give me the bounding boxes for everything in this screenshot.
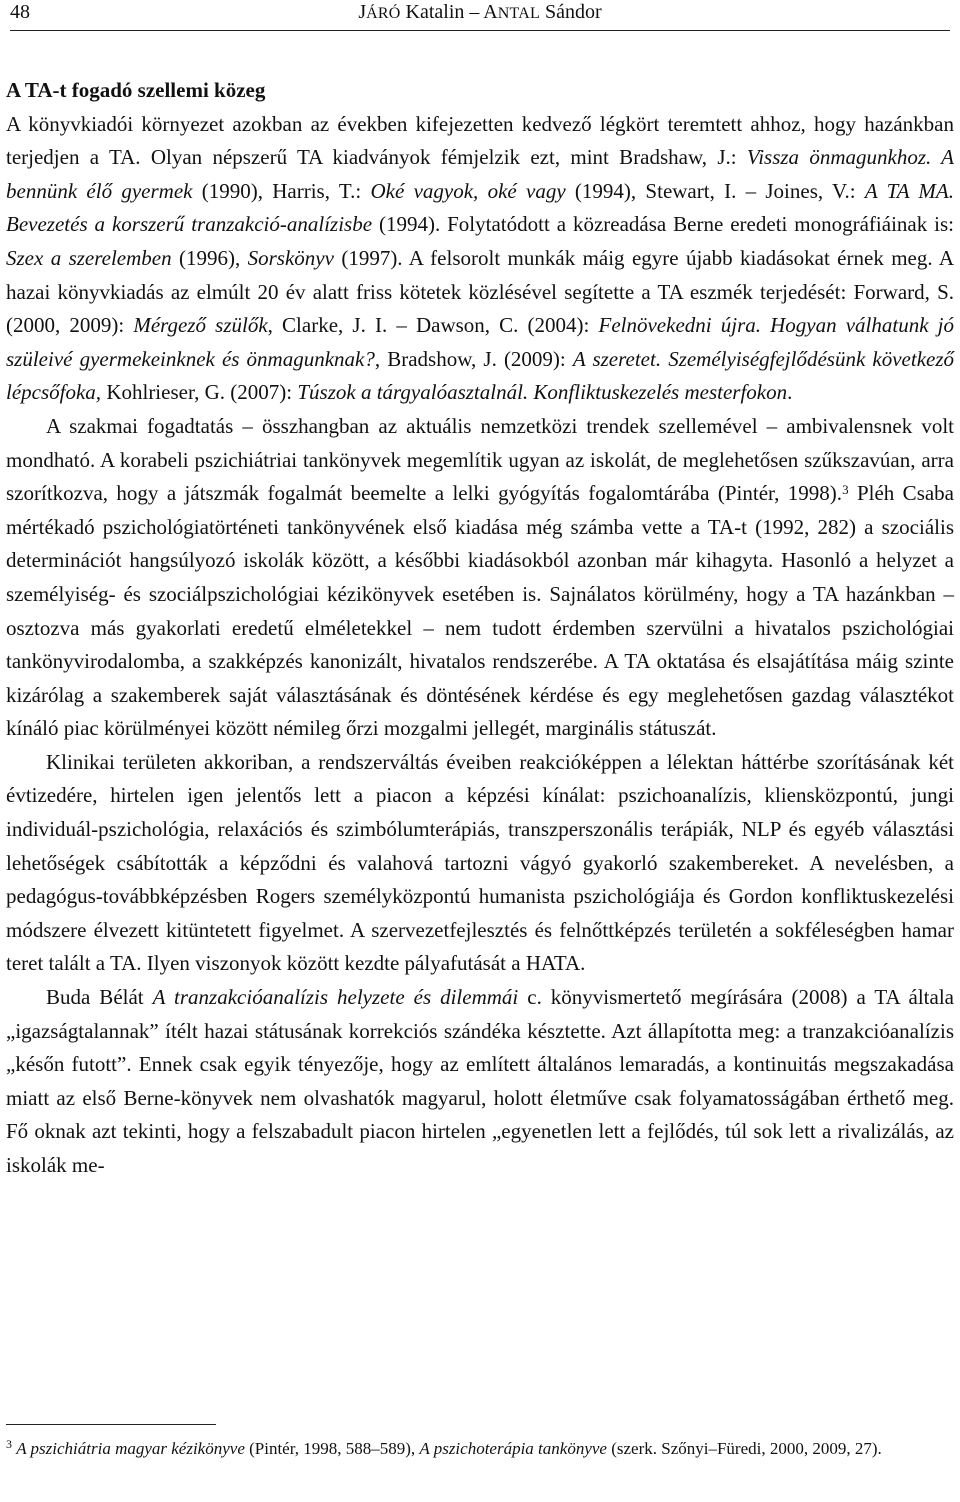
main-text xyxy=(6,74,954,1183)
p4-title-buda: A tranzakcióanalízis helyzete és dilemmái xyxy=(152,985,519,1010)
p1-text-o: , Bradshow, J. (2009): xyxy=(374,346,573,371)
p1-text-c: (1990), Harris, T.: xyxy=(192,178,371,203)
p1-title-mergezo: Mérgező szülők xyxy=(133,313,268,338)
author1-initial: J xyxy=(358,1,367,23)
paragraph-3: Klinikai területen akkoriban, a rendszerváltás éveiben reakcióképpen a lélektan háttérbe szorításának két évtizedére, hirtelen igen jelentős lett a piacon a képzési kínálat: pszichoanalízis, kliensközpontú, jungi individuál-pszichológia, relaxációs és szimbólumterápiás, transzperszonális terápiák, NLP és egyéb választási lehetőségek csábították a képződni és valahová tartozni vágyó gyakorló szakembereket. A nevelésben, a pedagógus-továbbképzésben Rogers személyközpontú humanista pszichológiája és Gordon konfliktuskezelési módszere élvezett kitüntetett figyelmet. A szervezetfejlesztés és felnőttképzés területén a sokféleségben hamar teret talált a TA. Ilyen viszonyok között kezdte pályafutását a HATA. xyxy=(6,749,954,976)
footnote-reference[interactable]: 3 xyxy=(842,481,849,497)
p1-text-q: Kohlrieser, G. (2007): xyxy=(101,380,298,405)
p1-title-oke: Oké vagyok, oké vagy xyxy=(370,178,566,203)
p4-text-c: c. könyvismertető megírására (2008) a TA általa „igazságtalannak” ítélt hazai státusának korrekciós szándéka késztette. Azt állapította meg: a tranzakcióanalízis „későn futott”. Ennek csak egyik tényezője, hogy az említett általános lemaradás, a kontinuitás megszakadása miatt az első Berne-könyvek nem olvashatók magyarul, holott életműve csak folyamatosságában érthető meg. Fő oknak azt tekinti, hogy a felszabadult piacon hirtelen „egyenetlen lett a fejlődés, túl sok lett a rivalizálás, az iskolák me- xyxy=(6,985,954,1177)
author1-given-and-author2-initial: Katalin – A xyxy=(405,1,498,23)
footnote-title-1: A pszichiátria magyar kézikönyve xyxy=(16,1439,245,1458)
footnote-text-b: (Pintér, 1998, 588–589), xyxy=(244,1439,420,1458)
p1-text-k: (1997). A felsorolt munkák máig egyre újabb kiadásokat érnek meg. A hazai könyvkiadás az elmúlt 20 év alatt friss kötetek közlésével segítette a TA eszmék terjedését: Forward, S. (2000, 2009): xyxy=(6,245,954,338)
author2-given: Sándor xyxy=(544,1,602,23)
p1-text-i: (1996), xyxy=(171,245,248,270)
footnote-marker: 3 xyxy=(6,1437,12,1452)
section-heading: A TA-t fogadó szellemi közeg xyxy=(6,78,266,102)
p1-title-tuszok: Túszok a tárgyalóasztalnál. Konfliktuskezelés mesterfokon xyxy=(297,380,788,405)
p1-text-a: A könyvkiadói környezet azokban az években kifejezetten kedvező légkört teremtett ahhoz, hogy hazánkban terjedjen a TA. Olyan népszerű TA kiadványok fémjelzik ezt, mint Bradshaw, J.: xyxy=(6,111,954,170)
p1-title-szex: Szex a szerelemben xyxy=(6,245,172,270)
p1-text-s: . xyxy=(787,380,793,405)
p1-text-g: (1994). Folytatódott a közreadása Berne eredeti monográfiáinak is: xyxy=(372,212,955,237)
p1-text-e: (1994), Stewart, I. – Joines, V.: xyxy=(565,178,865,203)
author1-surname-rest: ÁRÓ xyxy=(366,5,401,22)
footnote-text-d: (szerk. Szőnyi–Füredi, 2000, 2009, 27). xyxy=(606,1439,882,1458)
p4-text-a: Buda Bélát xyxy=(46,985,153,1010)
author2-surname-rest: NTAL xyxy=(497,5,540,22)
paragraph-1 xyxy=(6,108,954,410)
footnote-rule xyxy=(6,1424,216,1425)
p1-title-felnovekedni: Felnövekedni újra. Hogyan válhatunk jó szüleivé gyermekeinknek és önmagunknak? xyxy=(6,313,955,371)
p1-title-tama: A TA MA. Bevezetés a korszerű tranzakció-analízisbe xyxy=(6,178,954,237)
p1-title-vissza: Vissza önmagunkhoz. A bennünk élő gyermek xyxy=(6,145,954,203)
p2-text-b: Pléh Csaba mértékadó pszichológiatörténeti tankönyvének első kiadása még számba vette a TA-t (1992, 282) a szociális determinációt hangsúlyozó iskolák között, a későbbi kiadásokból azonban már kihagyta. Hasonló a helyzet a személyiség- és szociálpszichológiai kézikönyvek esetében is. Sajnálatos körülmény, hogy a TA hazánkban – osztozva más gyakorlati eredetű elméletekkel – nem tudott érdemben szervülni a hivatalos pszichológiai tankönyvirodalomba, a szakképzés kanonizált, hivatalos rendszerébe. A TA oktatása és elsajátítása máig szinte kizárólag a szakemberek saját választásának és döntésének kérdése és egy meglehetősen gazdag választékot kínáló piac körülményei között némileg őrzi mozgalmi jellegét, marginális státuszát. xyxy=(6,481,955,741)
paragraph-2 xyxy=(6,410,954,746)
p1-title-szeretet: A szeretet. Személyiségfejlődésünk következő lépcsőfoka, xyxy=(6,346,955,405)
p1-text-m: , Clarke, J. I. – Dawson, C. (2004): xyxy=(267,313,599,338)
header-rule xyxy=(10,30,950,31)
footnote-title-2: A pszichoterápia tankönyve xyxy=(419,1439,607,1458)
page-number: 48 xyxy=(10,1,30,23)
p2-text-a: A szakmai fogadtatás – összhangban az aktuális nemzetközi trendek szellemével – ambivalensnek volt mondható. A korabeli pszichiátriai tankönyvek megemlítik ugyan az iskolát, de meglehetősen szűkszavúan, arra szorítkozva, hogy a játszmák fogalmát beemelte a lelki gyógyítás fogalomtárába (Pintér, 1998). xyxy=(6,413,954,506)
p1-title-sorskonyv: Sorskönyv xyxy=(247,245,334,270)
paragraph-4 xyxy=(6,981,954,1183)
running-head xyxy=(10,0,950,26)
footnote xyxy=(6,1436,954,1462)
page-header xyxy=(10,0,950,28)
